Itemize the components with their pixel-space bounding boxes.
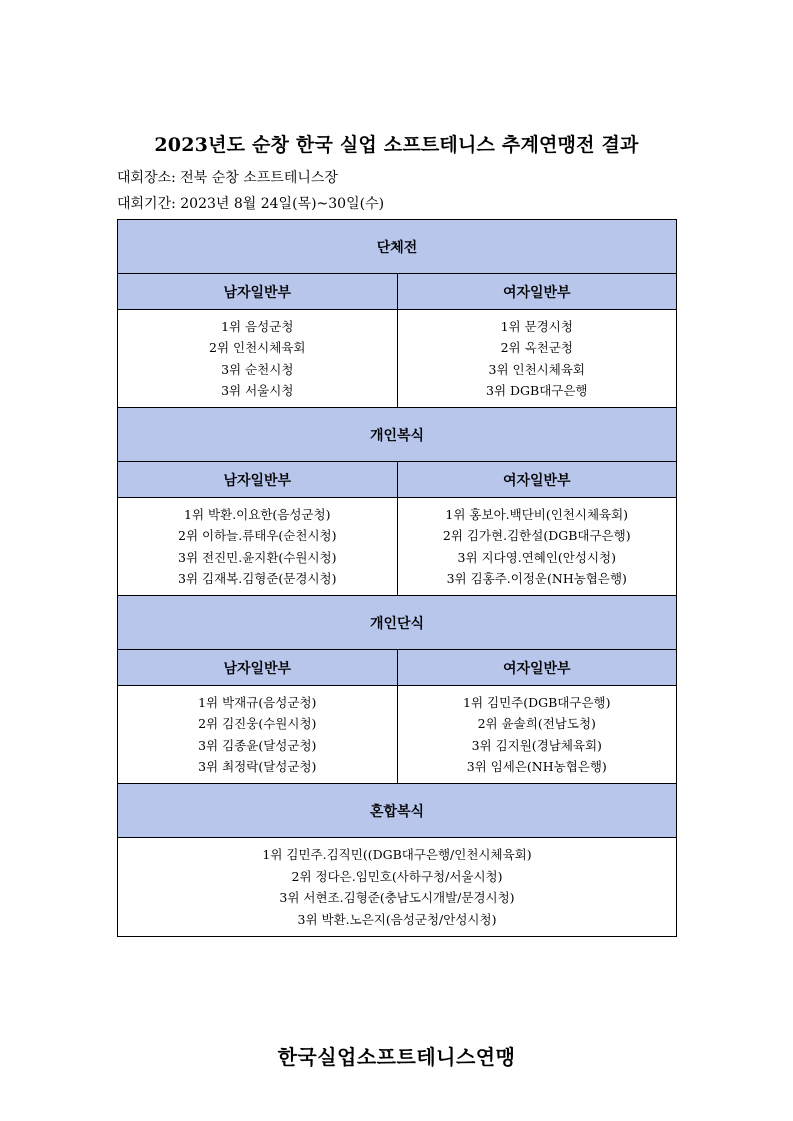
list-item: 3위 김홍주.이정운(NH농협은행) xyxy=(446,571,627,586)
doubles-men-results xyxy=(118,498,398,596)
list-item: 3위 DGB대구은행 xyxy=(486,383,588,398)
list-item: 2위 인천시체육회 xyxy=(209,340,306,355)
doubles-women-label: 여자일반부 xyxy=(397,462,677,498)
doubles-heading-row xyxy=(118,408,677,462)
results-table xyxy=(117,219,677,937)
team-women-results xyxy=(397,310,677,408)
singles-women-label: 여자일반부 xyxy=(397,650,677,686)
list-item: 3위 김재복.김형준(문경시청) xyxy=(178,571,337,586)
singles-women-results xyxy=(397,686,677,784)
list-item: 3위 박환.노은지(음성군청/안성시청) xyxy=(297,911,497,927)
document-title: 2023년도 순창 한국 실업 소프트테니스 추계연맹전 결과 xyxy=(154,134,639,156)
doubles-subheading-row xyxy=(118,462,677,498)
list-item: 3위 서울시청 xyxy=(221,383,294,398)
team-men-label: 남자일반부 xyxy=(118,274,398,310)
list-item: 2위 윤솔희(전남도청) xyxy=(477,716,596,731)
mixed-results xyxy=(118,838,677,937)
list-item: 3위 김지원(경남체육회) xyxy=(471,737,602,753)
list-item: 3위 전진민.윤지환(수원시청) xyxy=(178,549,337,565)
organization-name: 한국실업소프트테니스연맹 xyxy=(277,1045,516,1069)
list-item: 2위 김진웅(수원시청) xyxy=(198,716,317,731)
team-men-results xyxy=(118,310,398,408)
mixed-heading-row xyxy=(118,784,677,838)
team-results-row xyxy=(118,310,677,408)
list-item: 3위 임세은(NH농협은행) xyxy=(466,759,607,774)
section-heading-team: 단체전 xyxy=(118,220,677,274)
list-item: 2위 이하늘.류태우(순천시청) xyxy=(178,528,337,543)
list-item: 1위 음성군청 xyxy=(221,318,294,334)
section-heading-doubles: 개인복식 xyxy=(118,408,677,462)
list-item: 3위 지다영.연혜인(안성시청) xyxy=(457,549,616,565)
list-item: 3위 인천시체육회 xyxy=(488,361,585,377)
list-item: 2위 옥천군청 xyxy=(500,340,573,355)
list-item: 3위 순천시청 xyxy=(221,361,294,377)
singles-men-label: 남자일반부 xyxy=(118,650,398,686)
list-item: 1위 문경시청 xyxy=(500,318,573,334)
doubles-women-results xyxy=(397,498,677,596)
mixed-results-row xyxy=(118,838,677,937)
singles-subheading-row xyxy=(118,650,677,686)
team-subheading-row xyxy=(118,274,677,310)
singles-results-row xyxy=(118,686,677,784)
list-item: 1위 김민주.김직민((DGB대구은행/인천시체육회) xyxy=(262,847,532,862)
venue-line: 대회장소: 전북 순창 소프트테니스장 xyxy=(117,170,338,186)
section-heading-singles: 개인단식 xyxy=(118,596,677,650)
list-item: 1위 홍보아.백단비(인천시체육회) xyxy=(445,506,629,522)
doubles-results-row xyxy=(118,498,677,596)
list-item: 2위 김가현.김한설(DGB대구은행) xyxy=(442,528,631,543)
section-heading-mixed: 혼합복식 xyxy=(118,784,677,838)
list-item: 1위 김민주(DGB대구은행) xyxy=(463,694,611,710)
list-item: 1위 박재규(음성군청) xyxy=(198,694,317,710)
period-line: 대회기간: 2023년 8월 24일(목)~30일(수) xyxy=(117,196,385,212)
team-heading-row xyxy=(118,220,677,274)
list-item: 3위 서현조.김형준(충남도시개발/문경시청) xyxy=(279,890,515,905)
list-item: 3위 김종윤(달성군청) xyxy=(198,737,317,753)
team-women-label: 여자일반부 xyxy=(397,274,677,310)
list-item: 3위 최정락(달성군청) xyxy=(198,759,317,774)
singles-men-results xyxy=(118,686,398,784)
list-item: 2위 정다은.임민호(사하구청/서울시청) xyxy=(291,868,503,884)
doubles-men-label: 남자일반부 xyxy=(118,462,398,498)
singles-heading-row xyxy=(118,596,677,650)
list-item: 1위 박환.이요한(음성군청) xyxy=(184,506,331,522)
